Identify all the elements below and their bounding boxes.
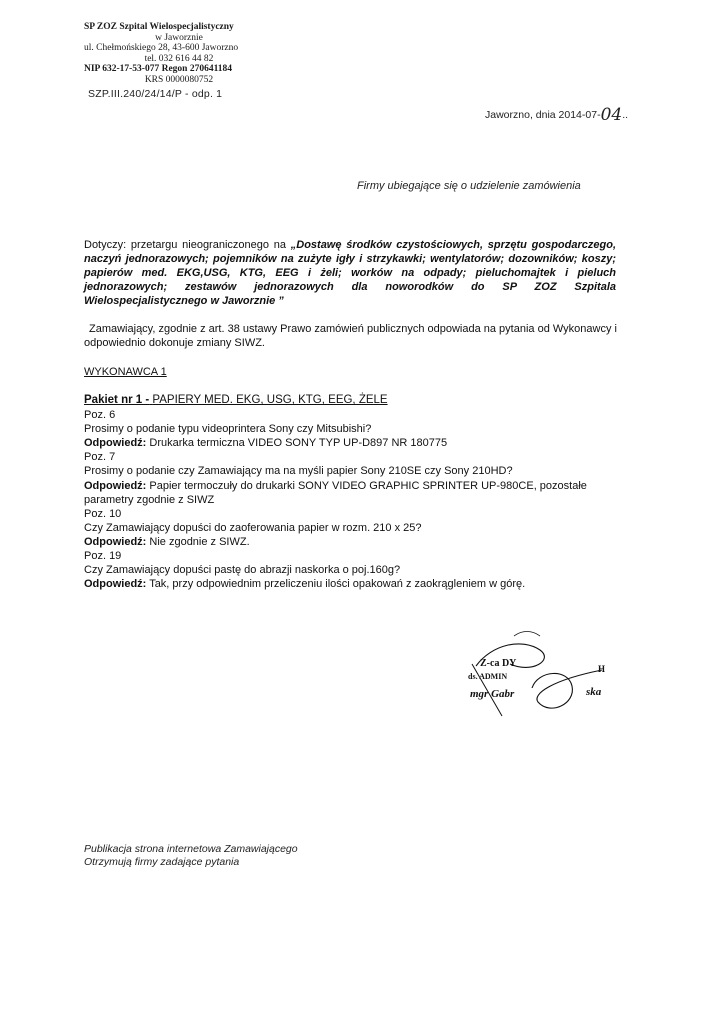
answer-label: Odpowiedź:: [84, 578, 147, 591]
stamp-line: tel. 032 616 44 82: [144, 53, 214, 64]
qa-answer: [84, 436, 614, 450]
qa-question: Prosimy o podanie typu videoprintera Sony czy Mitsubishi?: [84, 423, 372, 436]
answer-label: Odpowiedź:: [84, 479, 147, 492]
subject-paragraph: [84, 238, 616, 308]
reference-number: SZP.III.240/24/14/P - odp. 1: [88, 88, 223, 100]
stamp-department-line: ds. ADMIN: [468, 672, 508, 681]
answer-text: Papier termoczuły do drukarki SONY VIDEO GRAPHIC SPRINTER UP-980CE, pozostałe: [149, 479, 587, 492]
qa-position: Poz. 19: [84, 550, 122, 563]
qa-question: Czy Zamawiający dopuści pastę do abrazji naskorka o poj.160g?: [84, 564, 401, 577]
stamp-title-line-end: H: [598, 664, 606, 674]
qa-position: Poz. 10: [84, 507, 122, 520]
answer-text: parametry zgodnie z SIWZ: [84, 493, 215, 506]
answer-text: Nie zgodnie z SIWZ.: [149, 535, 250, 548]
qa-section: [84, 393, 614, 591]
answer-text: Tak, przy odpowiednim przeliczeniu ilości opakowań z zaokrągleniem w górę.: [149, 578, 526, 591]
subject-title: „Dostawę środków czystościowych, sprzętu gospodarczego, naczyń jednorazowych; pojemników na zużyte igły i strzykawki; wentylatorów; dozowników; koszy; papierów med. EKG,USG, KTG, EEG i żeli; worków na odpady; pieluchomajtek i pieluch jednorazowych; zestawów jednorazowych dla noworodków do SP ZOZ Szpitala Wielospecjalistycznego w Jaworznie ”: [84, 239, 616, 307]
footer-notes: [84, 843, 298, 869]
qa-position: Poz. 6: [84, 409, 116, 422]
qa-position: Poz. 7: [84, 451, 116, 464]
answer-text: Drukarka termiczna VIDEO SONY TYP UP-D897 NR 180775: [149, 437, 448, 450]
date-printed: Jaworzno, dnia 2014-07-: [485, 109, 601, 121]
footer-line: Publikacja strona internetowa Zamawiającego: [84, 843, 298, 855]
stamp-signatory-name: mgr Gabr: [470, 688, 515, 700]
hospital-stamp: [84, 22, 274, 86]
package-name: PAPIERY MED. EKG, USG, KTG, EEG, ŻELE: [152, 394, 388, 406]
qa-question: Czy Zamawiający dopuści do zaoferowania papier w rozm. 210 x 25?: [84, 521, 422, 534]
qa-question: Prosimy o podanie czy Zamawiający ma na myśli papier Sony 210SE czy Sony 210HD?: [84, 465, 513, 478]
stamp-line: w Jaworznie: [155, 32, 203, 43]
qa-answer: [84, 535, 614, 549]
qa-answer: [84, 479, 614, 493]
document-date: Jaworzno, dnia 2014-07-04..: [485, 105, 629, 125]
subject-prefix: Dotyczy: przetargu nieograniczonego na: [84, 239, 286, 251]
stamp-line: SP ZOZ Szpital Wielospecjalistyczny: [84, 22, 234, 32]
answer-label: Odpowiedź:: [84, 535, 147, 548]
footer-line: Otrzymują firmy zadające pytania: [84, 856, 240, 868]
recipients-line: Firmy ubiegające się o udzielenie zamówienia: [357, 180, 581, 192]
stamp-line: ul. Chełmońskiego 28, 43-600 Jaworzno: [84, 43, 239, 54]
intro-text: Zamawiający, zgodnie z art. 38 ustawy Prawo zamówień publicznych odpowiada na pytania od Wykonawcy i odpowiednio dokonuje zmiany SIWZ.: [84, 323, 617, 349]
package-heading: [84, 393, 614, 407]
contractor-heading: WYKONAWCA 1: [84, 366, 167, 378]
stamp-signatory-name-end: ska: [586, 686, 602, 698]
intro-paragraph: [84, 322, 618, 350]
signature-stamp: [462, 630, 612, 720]
package-label: Pakiet nr 1 -: [84, 394, 150, 406]
stamp-line: KRS 0000080752: [144, 74, 214, 85]
qa-answer: [84, 577, 614, 591]
date-handwritten: 04: [600, 105, 623, 125]
answer-label: Odpowiedź:: [84, 437, 147, 450]
stamp-title-line: Z-ca DY: [480, 658, 517, 669]
stamp-line: NIP 632-17-53-077 Regon 270641184: [84, 64, 233, 75]
